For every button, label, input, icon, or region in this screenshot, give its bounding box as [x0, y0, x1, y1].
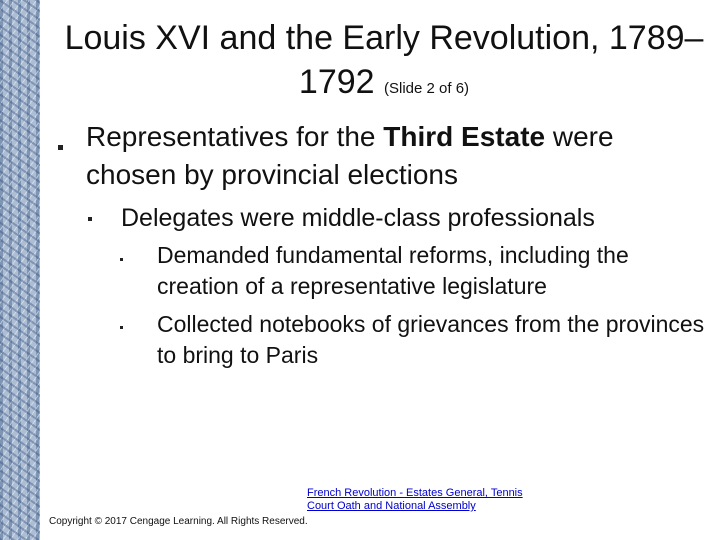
video-link[interactable]: French Revolution - Estates General, Tennis Court Oath and National Assembly — [307, 487, 523, 512]
slide-title-main: Louis XVI and the Early Revolution, 1789–1792 — [64, 19, 704, 101]
bullet-level1-emphasis: Third Estate — [383, 121, 546, 152]
bullet-level3-item: Demanded fundamental reforms, including the creation of a representative legislature — [157, 242, 629, 299]
bullet-level3-item: Collected notebooks of grievances from the provinces to bring to Paris — [157, 311, 705, 368]
bullet-marker-icon — [58, 145, 63, 150]
bullet-level2: Delegates were middle-class professionals — [121, 204, 595, 232]
bullet-level1-text-start: Representatives for the — [86, 121, 384, 152]
copyright-notice: Copyright © 2017 Cengage Learning. All Rights Reserved. — [49, 516, 308, 527]
decorative-side-strip — [0, 0, 40, 540]
bullet-marker-icon — [120, 258, 123, 261]
bullet-marker-icon — [120, 326, 123, 329]
bullet-marker-icon — [88, 217, 92, 221]
bullet-level1-text-end: were chosen by provincial elections — [86, 121, 614, 190]
slide-title-suffix: (Slide 2 of 6) — [384, 80, 470, 97]
slide-title — [48, 16, 720, 111]
bullet-level1 — [86, 118, 706, 194]
